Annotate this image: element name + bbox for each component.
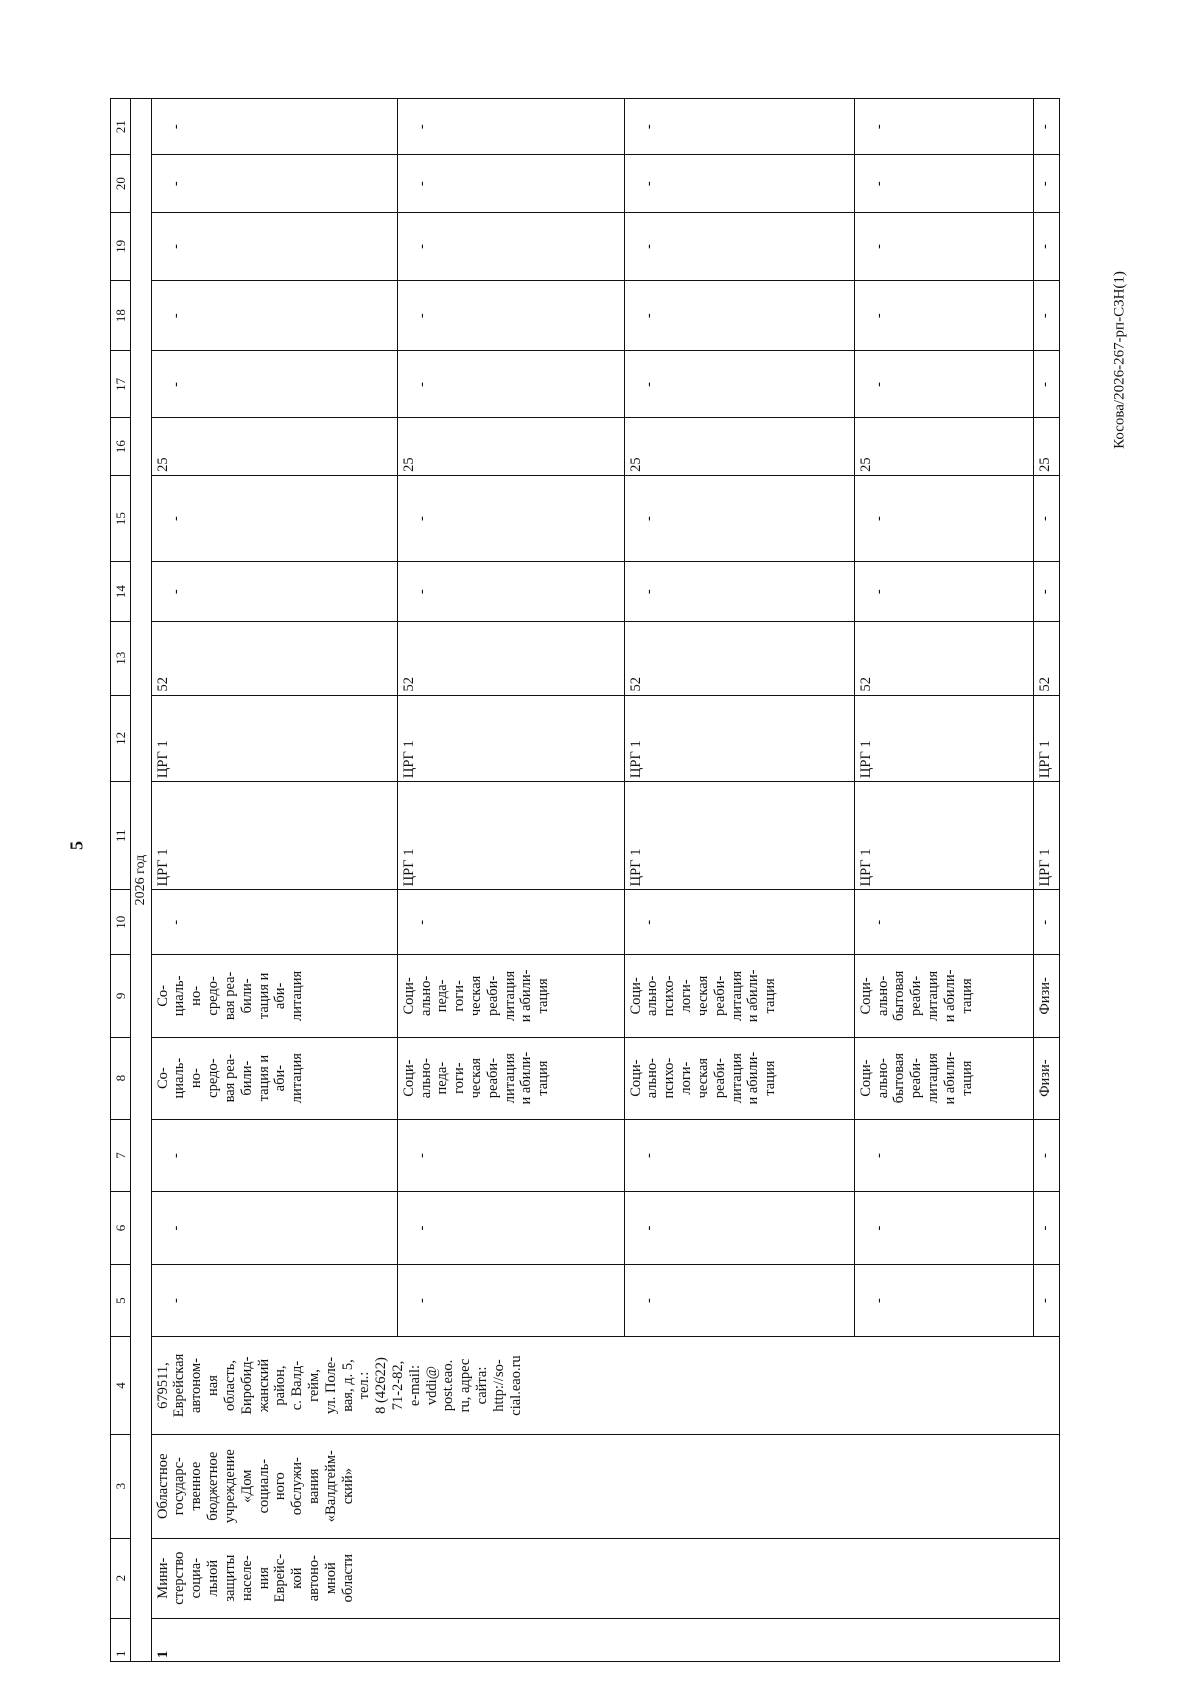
column-number: 20 [111,155,131,212]
dash-cell: - [397,1264,624,1337]
dash-cell: - [151,890,397,955]
page-number: 5 [66,841,87,850]
column-number: 5 [111,1264,131,1337]
dash-cell: - [151,475,397,562]
dash-cell: - [1034,99,1060,155]
dash-cell: - [1034,562,1060,622]
service-cell: Со- циаль- но- средо- вая реа- били- тация и аби- литация [151,1037,397,1119]
address-cell: 679511, Еврейская автоном- ная область, Биробид- жанский район, с. Валд- гейм, ул. Поле- вая, д. 5, тел.: 8 (42622) 71-2-82, e-mail: vddi@ post.eao. ru, адрес сайта: http://so- cial.eao.ru [151,1337,1059,1434]
column-number: 16 [111,418,131,475]
column-number: 17 [111,351,131,418]
dash-cell: - [397,562,624,622]
service-cell: Физи- [1034,955,1060,1037]
dash-cell: - [1034,1192,1060,1265]
count-cell: 52 [1034,621,1060,695]
column-number: 3 [111,1434,131,1538]
dash-cell: - [854,890,1034,955]
dash-cell: - [397,1192,624,1265]
dash-cell: - [397,281,624,351]
recipient-group-cell: ЦРГ 1 [1034,782,1060,890]
dash-cell: - [854,212,1034,280]
recipient-group-cell: ЦРГ 1 [397,782,624,890]
column-number: 4 [111,1337,131,1434]
register-table [110,98,1060,1662]
dash-cell: - [854,281,1034,351]
dash-cell: - [397,1119,624,1192]
dash-cell: - [151,1192,397,1265]
institution-cell: Областное государс- твенное бюджетное учреждение «Дом социаль- ного обслужи- вания «Валдгейм- ский» [151,1434,1059,1538]
count-cell: 52 [397,621,624,695]
recipient-group-cell: ЦРГ 1 [397,695,624,782]
count-cell: 25 [624,418,854,475]
dash-cell: - [151,351,397,418]
count-cell: 25 [397,418,624,475]
dash-cell: - [624,212,854,280]
dash-cell: - [854,1192,1034,1265]
column-number: 19 [111,212,131,280]
dash-cell: - [1034,890,1060,955]
dash-cell: - [1034,475,1060,562]
recipient-group-cell: ЦРГ 1 [854,782,1034,890]
row-number: 1 [151,1618,1059,1661]
column-number: 7 [111,1119,131,1192]
dash-cell: - [624,890,854,955]
dash-cell: - [1034,1264,1060,1337]
recipient-group-cell: ЦРГ 1 [624,782,854,890]
dash-cell: - [854,475,1034,562]
dash-cell: - [151,562,397,622]
dash-cell: - [1034,1119,1060,1192]
dash-cell: - [1034,155,1060,212]
dash-cell: - [1034,212,1060,280]
service-cell: Соци- ально- бытовая реаби- литация и абили- тация [854,1037,1034,1119]
count-cell: 52 [151,621,397,695]
dash-cell: - [397,475,624,562]
column-number: 11 [111,782,131,890]
column-number: 6 [111,1192,131,1265]
service-cell: Соци- ально- бытовая реаби- литация и абили- тация [854,955,1034,1037]
dash-cell: - [1034,281,1060,351]
table-row [151,99,397,1662]
dash-cell: - [151,99,397,155]
dash-cell: - [854,562,1034,622]
count-cell: 25 [1034,418,1060,475]
column-number: 9 [111,955,131,1037]
column-number: 14 [111,562,131,622]
count-cell: 25 [151,418,397,475]
dash-cell: - [397,351,624,418]
dash-cell: - [854,1264,1034,1337]
dash-cell: - [624,155,854,212]
dash-cell: - [151,1264,397,1337]
dash-cell: - [854,155,1034,212]
dash-cell: - [1034,351,1060,418]
dash-cell: - [151,1119,397,1192]
dash-cell: - [624,351,854,418]
dash-cell: - [397,890,624,955]
service-cell: Физи- [1034,1037,1060,1119]
dash-cell: - [624,281,854,351]
column-number: 18 [111,281,131,351]
column-number: 13 [111,621,131,695]
dash-cell: - [624,1264,854,1337]
dash-cell: - [854,1119,1034,1192]
count-cell: 52 [854,621,1034,695]
column-number: 15 [111,475,131,562]
column-number-row [111,99,131,1662]
dash-cell: - [624,1192,854,1265]
column-number: 1 [111,1618,131,1661]
year-row [131,99,151,1662]
dash-cell: - [624,562,854,622]
recipient-group-cell: ЦРГ 1 [854,695,1034,782]
service-cell: Соци- ально- педа- гоги- ческая реаби- литация и абили- тация [397,955,624,1037]
dash-cell: - [397,99,624,155]
column-number: 21 [111,99,131,155]
column-number: 8 [111,1037,131,1119]
dash-cell: - [624,99,854,155]
year-label: 2026 год [131,99,151,1662]
dash-cell: - [151,155,397,212]
dash-cell: - [624,1119,854,1192]
column-number: 10 [111,890,131,955]
column-number: 12 [111,695,131,782]
dash-cell: - [151,212,397,280]
count-cell: 25 [854,418,1034,475]
service-cell: Соци- ально- психо- логи- ческая реаби- литация и абили- тация [624,1037,854,1119]
dash-cell: - [397,212,624,280]
recipient-group-cell: ЦРГ 1 [1034,695,1060,782]
dash-cell: - [624,475,854,562]
dash-cell: - [151,281,397,351]
register-table-rotated [110,98,1060,1662]
recipient-group-cell: ЦРГ 1 [624,695,854,782]
recipient-group-cell: ЦРГ 1 [151,695,397,782]
column-number: 2 [111,1538,131,1618]
count-cell: 52 [624,621,854,695]
dash-cell: - [854,99,1034,155]
service-cell: Соци- ально- педа- гоги- ческая реаби- литация и абили- тация [397,1037,624,1119]
ministry-cell: Мини- стерство социа- льной защиты населе- ния Еврейс- кой автоно- мной области [151,1538,1059,1618]
dash-cell: - [854,351,1034,418]
service-cell: Со- циаль- но- средо- вая реа- били- тация и аби- литация [151,955,397,1037]
document-reference: Косова/2026-267-рп-СЗН(1) [1111,271,1128,449]
recipient-group-cell: ЦРГ 1 [151,782,397,890]
service-cell: Соци- ально- психо- логи- ческая реаби- литация и абили- тация [624,955,854,1037]
dash-cell: - [397,155,624,212]
